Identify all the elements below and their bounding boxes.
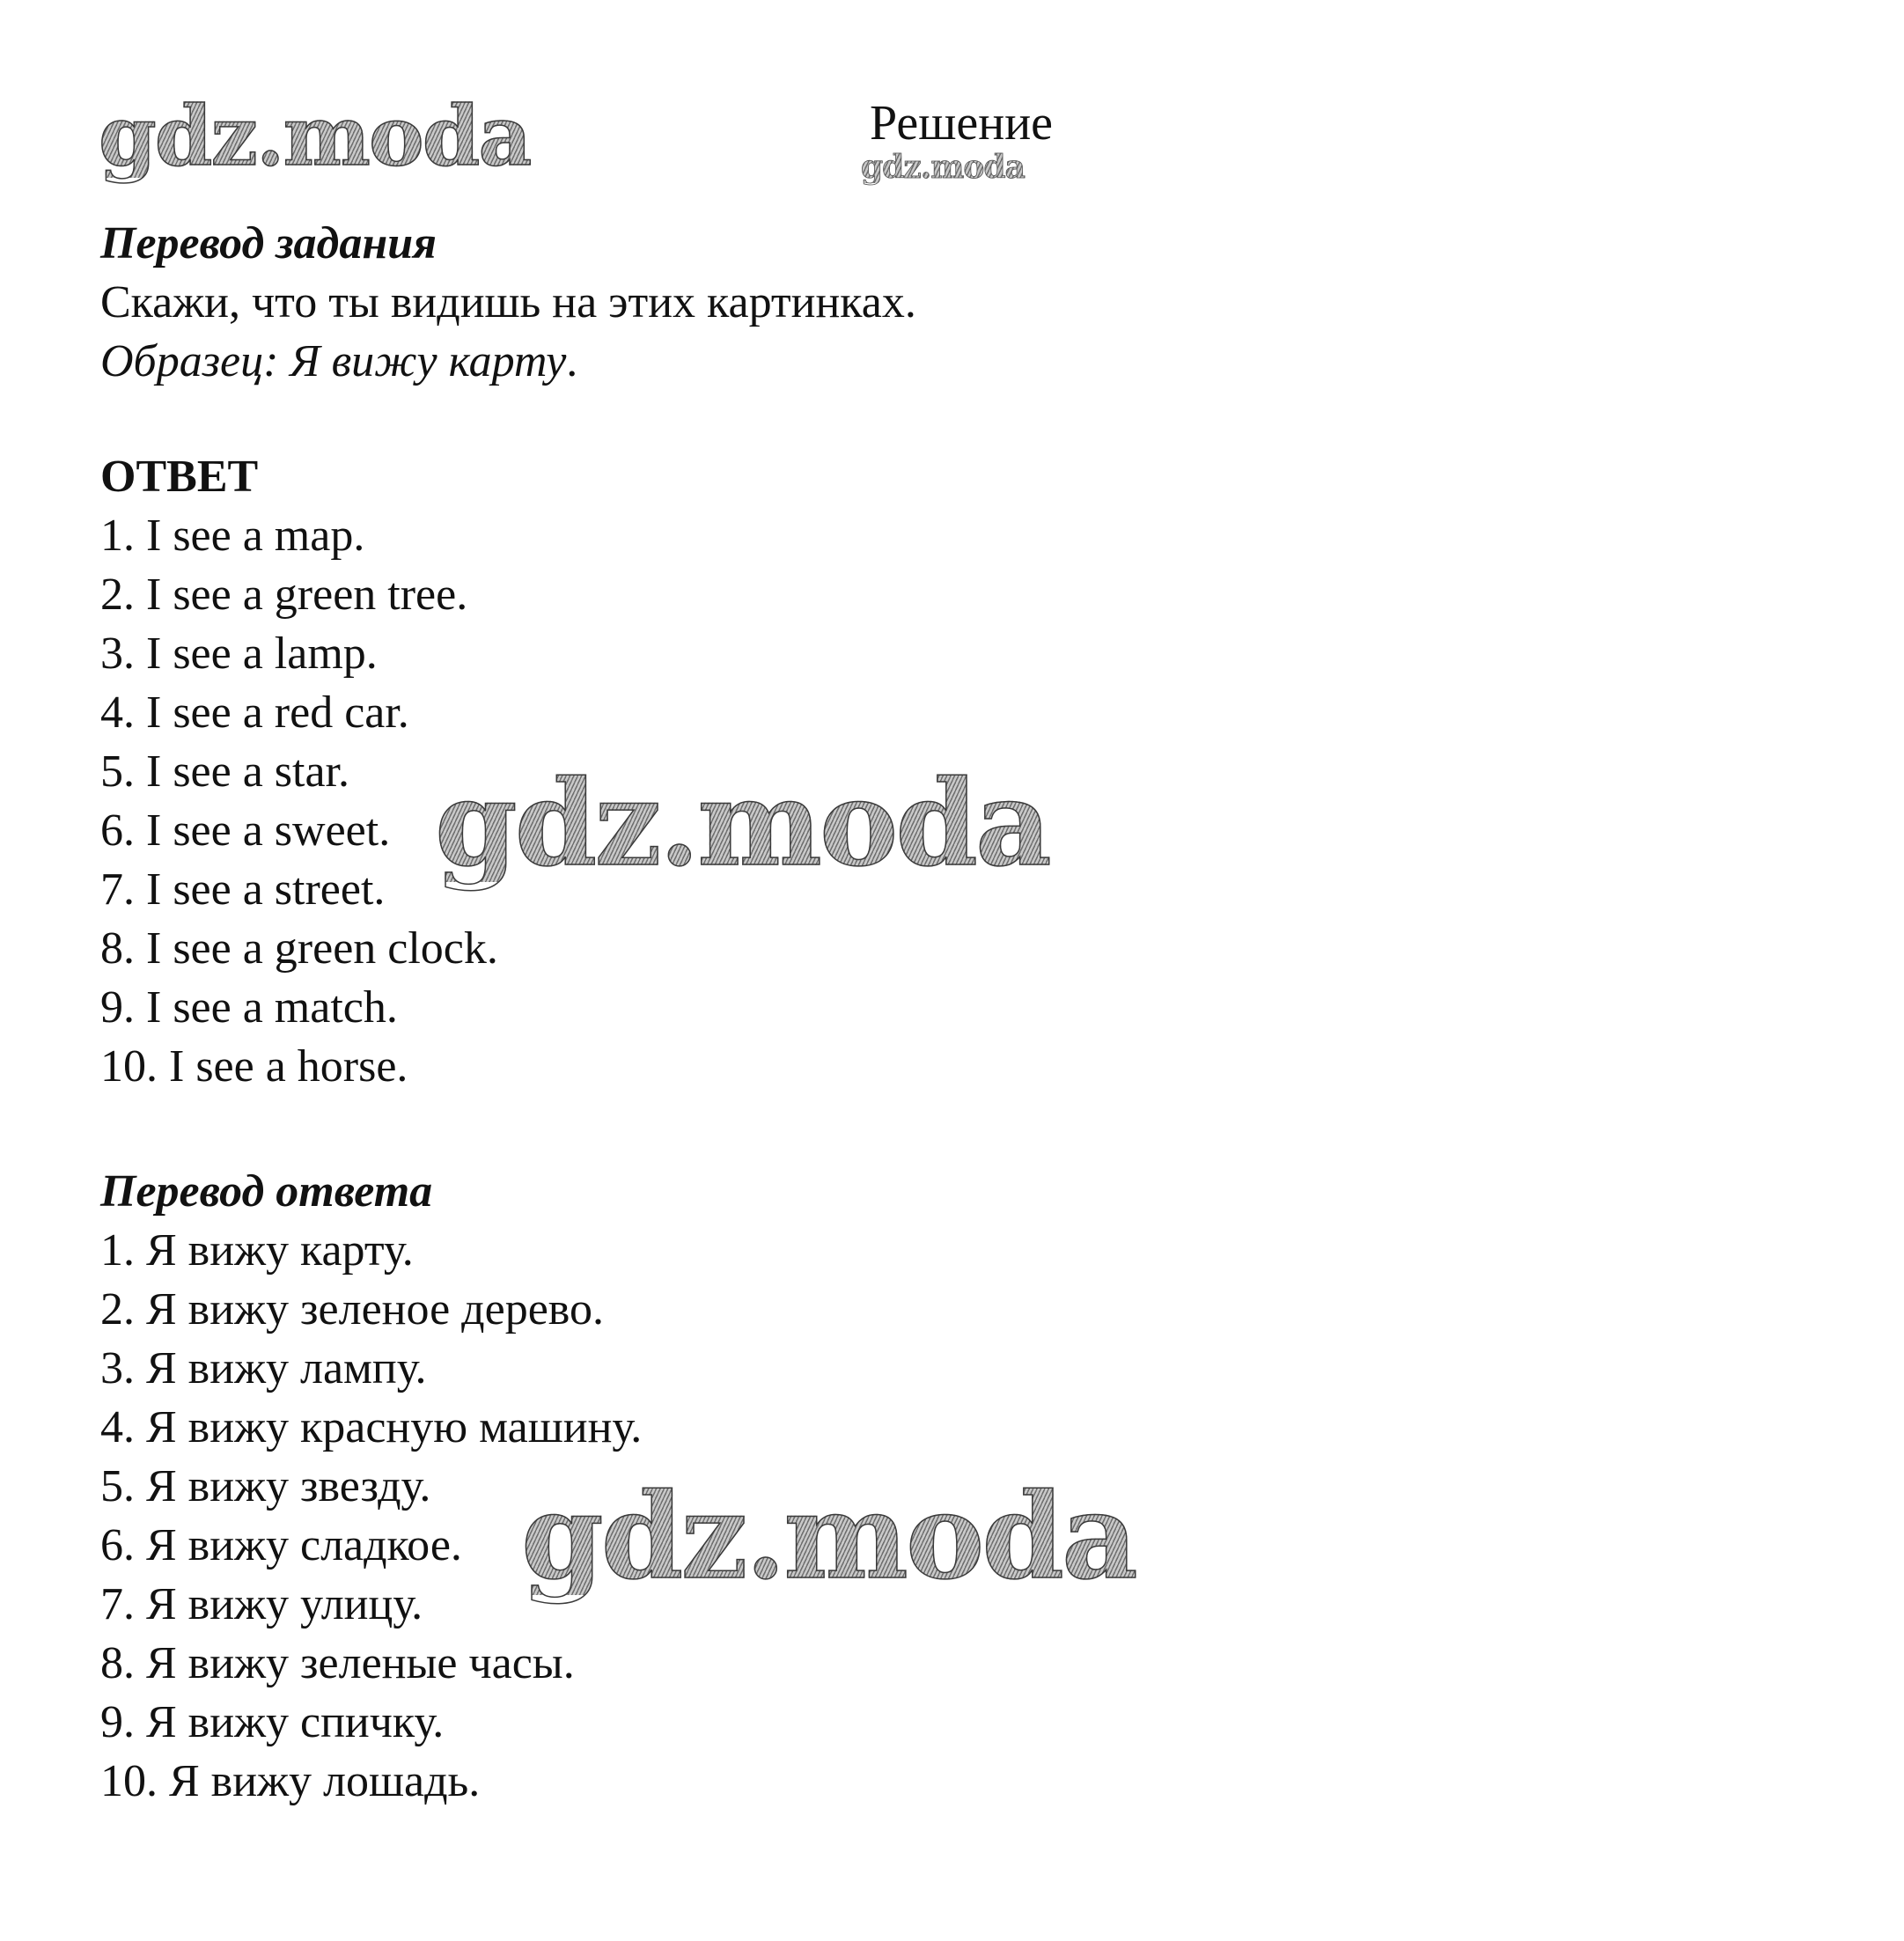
translation-item: 5. Я вижу звезду. [100, 1461, 431, 1511]
answer-item: 1. I see a map. [100, 511, 365, 561]
watermark-logo-bottom: gdz.moda [521, 1467, 1136, 1606]
answer-item: 3. I see a lamp. [100, 629, 378, 679]
page-title: Решение [870, 96, 1054, 151]
translation-item: 10. Я вижу лошадь. [100, 1756, 481, 1806]
task-section [100, 214, 916, 391]
translation-item: 2. Я вижу зеленое дерево. [100, 1284, 604, 1334]
task-sample [100, 332, 916, 391]
watermark-logo-top: gdz.moda [99, 88, 531, 185]
answer-item: 9. I see a match. [100, 982, 398, 1033]
task-instruction: Скажи, что ты видишь на этих картинках. [100, 277, 916, 327]
translation-item: 8. Я вижу зеленые часы. [100, 1638, 575, 1688]
answer-item: 4. I see a red car. [100, 687, 409, 738]
answer-heading: ОТВЕТ [100, 452, 259, 502]
translation-item: 6. Я вижу сладкое. [100, 1520, 462, 1570]
answer-item: 10. I see a horse. [100, 1041, 408, 1092]
answer-item: 7. I see a street. [100, 864, 386, 915]
translation-item: 9. Я вижу спичку. [100, 1697, 445, 1747]
answer-item: 8. I see a green clock. [100, 923, 498, 974]
answer-item: 2. I see a green tree. [100, 570, 468, 620]
watermark-logo-small: gdz.moda [861, 149, 1025, 186]
task-sample-end: . [566, 336, 578, 386]
task-heading: Перевод задания [100, 218, 437, 268]
translation-item: 4. Я вижу красную машину. [100, 1402, 643, 1452]
translation-item: 7. Я вижу улицу. [100, 1579, 423, 1629]
translation-item: 3. Я вижу лампу. [100, 1343, 427, 1393]
answer-item: 5. I see a star. [100, 746, 350, 797]
task-sample-text: Образец: Я вижу карту [100, 336, 567, 386]
answer-item: 6. I see a sweet. [100, 805, 391, 856]
watermark-logo-middle: gdz.moda [435, 754, 1049, 893]
translation-item: 1. Я вижу карту. [100, 1225, 414, 1276]
translation-heading: Перевод ответа [100, 1166, 433, 1217]
